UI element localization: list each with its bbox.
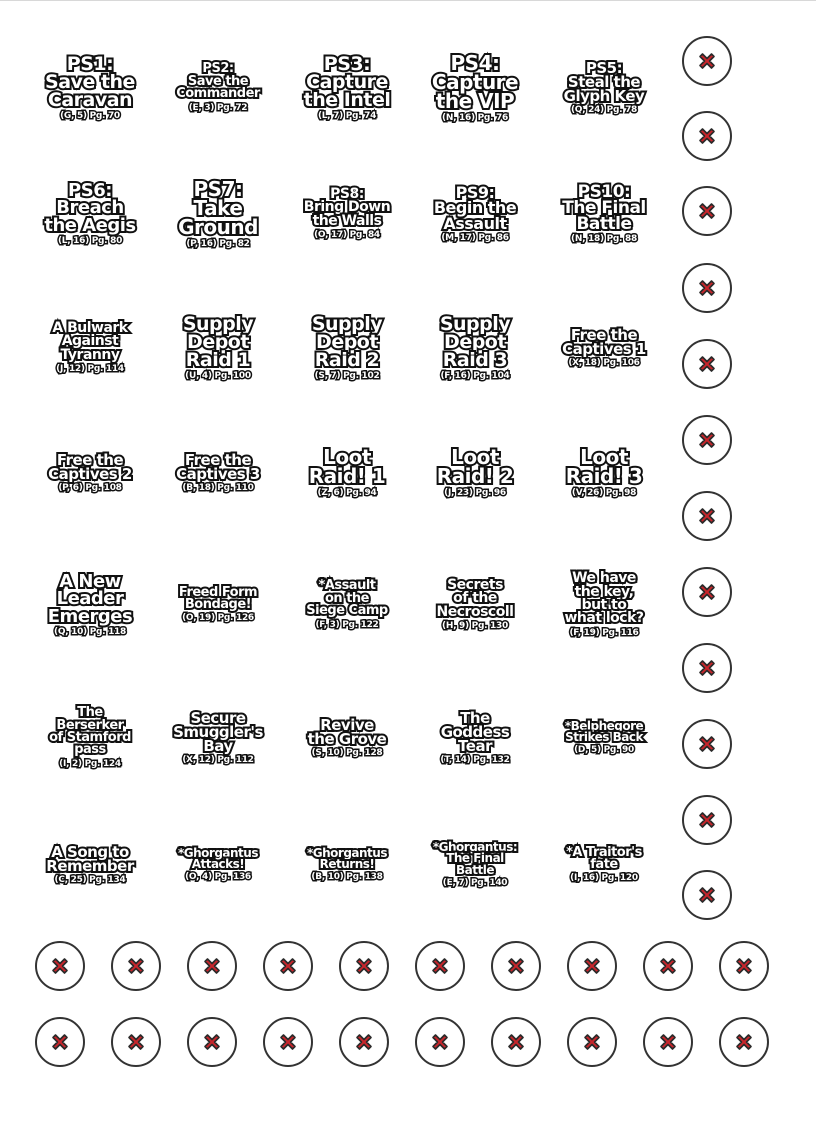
- x-marker-token: [491, 941, 541, 991]
- scenario-title: PS2: Save the Commander: [176, 61, 260, 102]
- scenario-label-key: [549, 572, 659, 637]
- x-icon: [696, 884, 718, 906]
- scenario-map-reference: (Z, 6) Pg. 94: [317, 488, 377, 498]
- scenario-label-ps3: [292, 52, 402, 122]
- scenario-map-reference: (L, 16) Pg. 80: [57, 235, 123, 246]
- scenario-title: PS8: Bring Down the Walls: [303, 186, 391, 229]
- x-icon: [125, 955, 147, 977]
- scenario-label-captives1: [549, 325, 659, 369]
- x-marker-token: [111, 941, 161, 991]
- x-icon: [49, 1031, 71, 1053]
- scenario-label-ghorg3: [420, 839, 530, 889]
- scenario-label-ghorg1: [163, 845, 273, 883]
- x-marker-token: [682, 186, 732, 236]
- x-marker-token: [339, 941, 389, 991]
- x-marker-token: [263, 1017, 313, 1067]
- scenario-label-captives2: [35, 450, 145, 494]
- x-marker-token: [643, 1017, 693, 1067]
- x-marker-token: [682, 36, 732, 86]
- scenario-title: *Ghorgantus Attacks!: [178, 845, 258, 871]
- x-marker-token: [682, 263, 732, 313]
- scenario-title: PS4: Capture the VIP: [431, 50, 519, 113]
- scenario-title: Free the Captives 2: [48, 450, 132, 483]
- scenario-map-reference: (L, 7) Pg. 74: [317, 111, 377, 122]
- scenario-label-ps8: [292, 188, 402, 240]
- scenario-label-ps7: [163, 176, 273, 249]
- x-marker-token: [187, 941, 237, 991]
- scenario-map-reference: (B, 10) Pg. 138: [311, 872, 383, 883]
- scenario-map-reference: (O, 17) Pg. 84: [314, 229, 380, 240]
- x-icon: [657, 955, 679, 977]
- scenario-title: *Ghorgantus: The Final Battle: [432, 839, 518, 877]
- x-icon: [696, 505, 718, 527]
- scenario-label-ps1: [35, 52, 145, 122]
- x-icon: [733, 955, 755, 977]
- scenario-map-reference: (I, 16) Pg. 120: [570, 873, 638, 884]
- scenario-label-depot3: [420, 312, 530, 382]
- scenario-title: The Goddess Tear: [440, 708, 510, 756]
- x-icon: [429, 955, 451, 977]
- x-icon: [505, 955, 527, 977]
- x-marker-token: [643, 941, 693, 991]
- scenario-map-reference: (S, 7) Pg. 102: [314, 371, 380, 382]
- scenario-title: *Belphegore Strikes Back: [564, 718, 644, 744]
- scenario-title: Supply Depot Raid 2: [311, 312, 383, 372]
- scenario-label-ps9: [420, 185, 530, 243]
- scenario-label-goddess: [420, 708, 530, 766]
- x-icon: [696, 581, 718, 603]
- scenario-map-reference: (S, 10) Pg. 128: [311, 748, 383, 759]
- scenario-title: PS7: Take Ground: [178, 176, 258, 239]
- scenario-title: Loot Raid! 1: [308, 445, 386, 488]
- x-icon: [505, 1031, 527, 1053]
- scenario-label-depot2: [292, 312, 402, 382]
- scenario-title: *Assault on the Siege Camp: [306, 578, 388, 619]
- scenario-label-song: [35, 842, 145, 886]
- scenario-map-reference: (N, 18) Pg. 88: [571, 234, 637, 245]
- x-marker-token: [719, 941, 769, 991]
- scenario-map-reference: (M, 17) Pg. 86: [441, 232, 509, 243]
- scenario-label-necroscoll: [420, 579, 530, 631]
- scenario-label-smuggler: [163, 708, 273, 766]
- scenario-title: *A Traitor's fate: [566, 844, 642, 872]
- scenario-label-newleader: [35, 573, 145, 636]
- scenario-map-reference: (X, 18) Pg. 106: [568, 358, 640, 369]
- scenario-title: A New Leader Emerges: [47, 571, 133, 627]
- scenario-title: Free the Captives 3: [176, 450, 260, 483]
- scenario-label-berserker: [35, 707, 145, 768]
- x-icon: [696, 277, 718, 299]
- x-marker-token: [682, 491, 732, 541]
- x-marker-token: [682, 111, 732, 161]
- x-icon: [696, 125, 718, 147]
- scenario-label-freedform: [163, 584, 273, 624]
- x-marker-token: [339, 1017, 389, 1067]
- x-icon: [696, 200, 718, 222]
- scenario-title: PS1: Save the Caravan: [45, 52, 135, 112]
- x-icon: [696, 733, 718, 755]
- x-icon: [733, 1031, 755, 1053]
- scenario-map-reference: (F, 19) Pg. 116: [569, 627, 639, 638]
- scenario-map-reference: (U, 4) Pg. 100: [185, 371, 251, 382]
- scenario-map-reference: (B, 18) Pg. 110: [182, 483, 254, 494]
- scenario-title: PS5: Steal the Glyph Key: [563, 58, 645, 106]
- x-icon: [277, 955, 299, 977]
- scenario-map-reference: (I, 2) Pg. 124: [59, 758, 121, 769]
- x-marker-token: [35, 1017, 85, 1067]
- scenario-title: Secure Smuggler's Bay: [173, 708, 263, 756]
- x-marker-token: [682, 870, 732, 920]
- x-icon: [696, 809, 718, 831]
- x-icon: [201, 1031, 223, 1053]
- scenario-map-reference: (J, 23) Pg. 96: [444, 488, 506, 498]
- scenario-title: PS3: Capture the Intel: [303, 52, 391, 112]
- scenario-title: Secrets of the Necroscoll: [436, 577, 514, 620]
- x-marker-token: [415, 1017, 465, 1067]
- x-marker-token: [682, 643, 732, 693]
- scenario-label-depot1: [163, 312, 273, 382]
- scenario-map-reference: (P, 16) Pg. 82: [186, 238, 250, 249]
- scenario-label-ps2: [163, 63, 273, 112]
- x-marker-token: [719, 1017, 769, 1067]
- scenario-title: Freed Form Bondage!: [178, 584, 258, 612]
- scenario-map-reference: (X, 12) Pg. 112: [182, 755, 254, 766]
- x-icon: [657, 1031, 679, 1053]
- scenario-label-captives3: [163, 450, 273, 494]
- scenario-title: *Ghorgantus Returns!: [307, 845, 387, 871]
- scenario-map-reference: (Q, 24) Pg. 78: [570, 105, 637, 116]
- scenario-title: A Song to Remember: [46, 842, 134, 875]
- x-marker-token: [567, 1017, 617, 1067]
- scenario-label-loot1: [292, 445, 402, 498]
- scenario-map-reference: (E, 3) Pg. 72: [188, 102, 248, 113]
- x-icon: [581, 955, 603, 977]
- x-icon: [581, 1031, 603, 1053]
- x-marker-token: [187, 1017, 237, 1067]
- scenario-map-reference: (D, 5) Pg. 90: [574, 745, 634, 756]
- scenario-map-reference: (P, 6) Pg. 108: [58, 483, 122, 494]
- scenario-map-reference: (O, 4) Pg. 136: [185, 872, 251, 883]
- scenario-label-ps5: [549, 58, 659, 116]
- scenario-label-loot2: [420, 445, 530, 498]
- scenario-label-ps6: [35, 182, 145, 245]
- scenario-map-reference: (T, 14) Pg. 132: [440, 755, 510, 766]
- scenario-title: Revive the Grove: [307, 715, 387, 748]
- x-icon: [353, 1031, 375, 1053]
- page-top-border: [0, 0, 816, 1]
- scenario-title: Supply Depot Raid 1: [182, 312, 254, 372]
- x-marker-token: [415, 941, 465, 991]
- x-marker-token: [491, 1017, 541, 1067]
- x-icon: [201, 955, 223, 977]
- scenario-map-reference: (H, 9) Pg. 130: [442, 620, 508, 631]
- x-marker-token: [111, 1017, 161, 1067]
- x-icon: [353, 955, 375, 977]
- scenario-title: Loot Raid! 2: [436, 445, 514, 488]
- scenario-map-reference: (C, 25) Pg. 134: [54, 875, 126, 886]
- scenario-map-reference: (G, 5) Pg. 70: [60, 111, 120, 122]
- scenario-title: Free the Captives 1: [562, 325, 646, 358]
- x-icon: [696, 353, 718, 375]
- scenario-label-grove: [292, 715, 402, 759]
- scenario-map-reference: (F, 16) Pg. 104: [440, 371, 510, 382]
- scenario-title: Supply Depot Raid 3: [439, 312, 511, 372]
- scenario-label-belphegore: [549, 718, 659, 756]
- scenario-map-reference: (Q, 10) Pg. 118: [54, 626, 126, 637]
- x-marker-token: [682, 795, 732, 845]
- x-icon: [696, 429, 718, 451]
- scenario-title: PS10: The Final Battle: [562, 181, 646, 235]
- scenario-title: PS6: Breach the Aegis: [44, 180, 136, 236]
- scenario-title: The Berserker of Stamford pass: [49, 705, 131, 758]
- scenario-label-bulwark: [35, 322, 145, 374]
- scenario-map-reference: (F, 3) Pg. 122: [315, 619, 379, 630]
- x-marker-token: [35, 941, 85, 991]
- x-marker-token: [567, 941, 617, 991]
- scenario-title: Loot Raid! 3: [565, 445, 643, 488]
- scenario-title: PS9: Begin the Assault: [433, 183, 517, 233]
- scenario-map-reference: (O, 19) Pg. 126: [182, 613, 254, 624]
- x-icon: [696, 50, 718, 72]
- x-icon: [277, 1031, 299, 1053]
- x-icon: [429, 1031, 451, 1053]
- scenario-label-siegecamp: [292, 580, 402, 629]
- x-marker-token: [682, 719, 732, 769]
- scenario-map-reference: (V, 26) Pg. 98: [571, 488, 637, 498]
- x-icon: [696, 657, 718, 679]
- x-marker-token: [682, 339, 732, 389]
- x-icon: [125, 1031, 147, 1053]
- x-marker-token: [682, 567, 732, 617]
- scenario-label-loot3: [549, 445, 659, 498]
- scenario-label-ghorg2: [292, 845, 402, 883]
- scenario-title: We have the key, but to what lock?: [564, 570, 644, 627]
- scenario-label-traitor: [549, 844, 659, 884]
- scenario-map-reference: (N, 16) Pg. 76: [442, 112, 508, 123]
- scenario-label-ps4: [420, 50, 530, 123]
- x-marker-token: [263, 941, 313, 991]
- scenario-map-reference: (E, 7) Pg. 140: [442, 878, 508, 889]
- scenario-label-ps10: [549, 181, 659, 245]
- x-icon: [49, 955, 71, 977]
- x-marker-token: [682, 415, 732, 465]
- scenario-title: A Bulwark Against Tyranny: [52, 320, 128, 363]
- scenario-map-reference: (J, 12) Pg. 114: [56, 363, 124, 374]
